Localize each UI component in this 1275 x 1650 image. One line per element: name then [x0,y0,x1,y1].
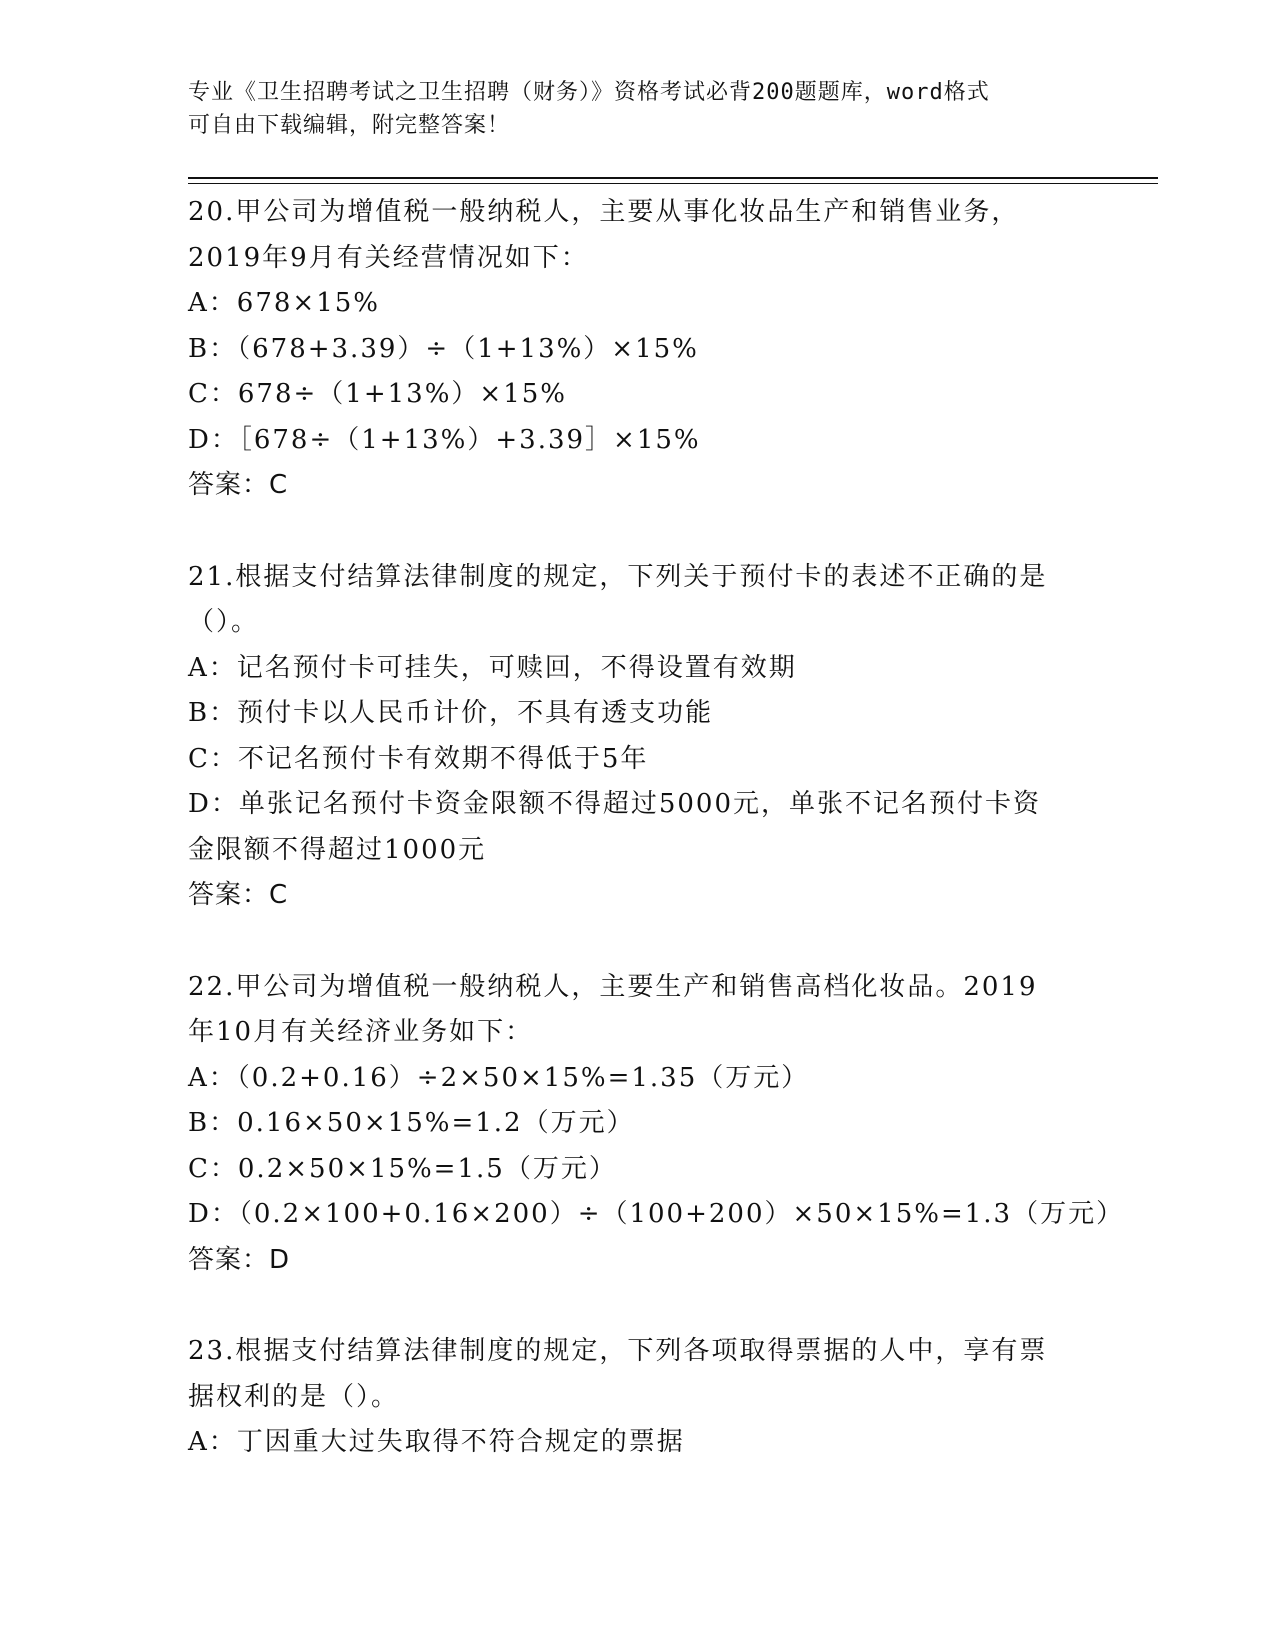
question-stem-line: 2019年9月有关经营情况如下： [188,242,589,273]
option-b: B：（678+3.39）÷（1+13%）×15% [188,333,699,364]
header-line-1: 专业《卫生招聘考试之卫生招聘（财务）》资格考试必背200题题库，word格式 [188,80,990,105]
option-c: C：不记名预付卡有效期不得低于5年 [188,743,649,774]
option-d: D：（0.2×100+0.16×200）÷（100+200）×50×15%=1.3（万元） [188,1199,1125,1229]
document-header [188,76,1088,142]
option-d-continuation: 金限额不得超过1000元 [188,834,487,865]
header-rule-thin [188,183,1158,184]
question-stem-line: 23.根据支付结算法律制度的规定，下列各项取得票据的人中，享有票 [188,1336,1048,1366]
option-a: A：（0.2+0.16）÷2×50×15%=1.35（万元） [188,1062,810,1093]
option-b: B：0.16×50×15%=1.2（万元） [188,1108,635,1138]
option-a: A：丁因重大过失取得不符合规定的票据 [188,1427,685,1457]
question-list [188,190,1125,1512]
question-stem-line: 据权利的是（）。 [188,1381,400,1412]
option-b: B：预付卡以人民币计价，不具有透支功能 [188,698,714,728]
question-stem-line: 年10月有关经济业务如下： [188,1017,534,1047]
option-c: C：678÷（1+13%）×15% [188,379,567,409]
question-stem-line: 20.甲公司为增值税一般纳税人，主要从事化妆品生产和销售业务， [188,197,1020,227]
question-stem-line: 21.根据支付结算法律制度的规定，下列关于预付卡的表述不正确的是 [188,561,1048,592]
question-22 [188,965,1125,1284]
answer-line: 答案：D [188,1244,291,1275]
option-a: A：678×15% [188,288,380,318]
question-20 [188,190,1088,509]
question-21 [188,555,1088,919]
header-line-2: 可自由下载编辑，附完整答案！ [188,113,511,138]
option-c: C：0.2×50×15%=1.5（万元） [188,1153,617,1184]
option-d: D：单张记名预付卡资金限额不得超过5000元，单张不记名预付卡资 [188,789,1042,819]
header-rule-thick [188,177,1158,179]
answer-line: 答案：C [188,880,289,910]
question-23 [188,1329,1088,1466]
option-a: A：记名预付卡可挂失，可赎回，不得设置有效期 [188,652,797,683]
option-d: D：［678÷（1+13%）+3.39］×15% [188,424,701,455]
question-stem-line: （）。 [188,607,260,637]
answer-line: 答案：C [188,470,289,500]
question-stem-line: 22.甲公司为增值税一般纳税人，主要生产和销售高档化妆品。2019 [188,971,1038,1002]
